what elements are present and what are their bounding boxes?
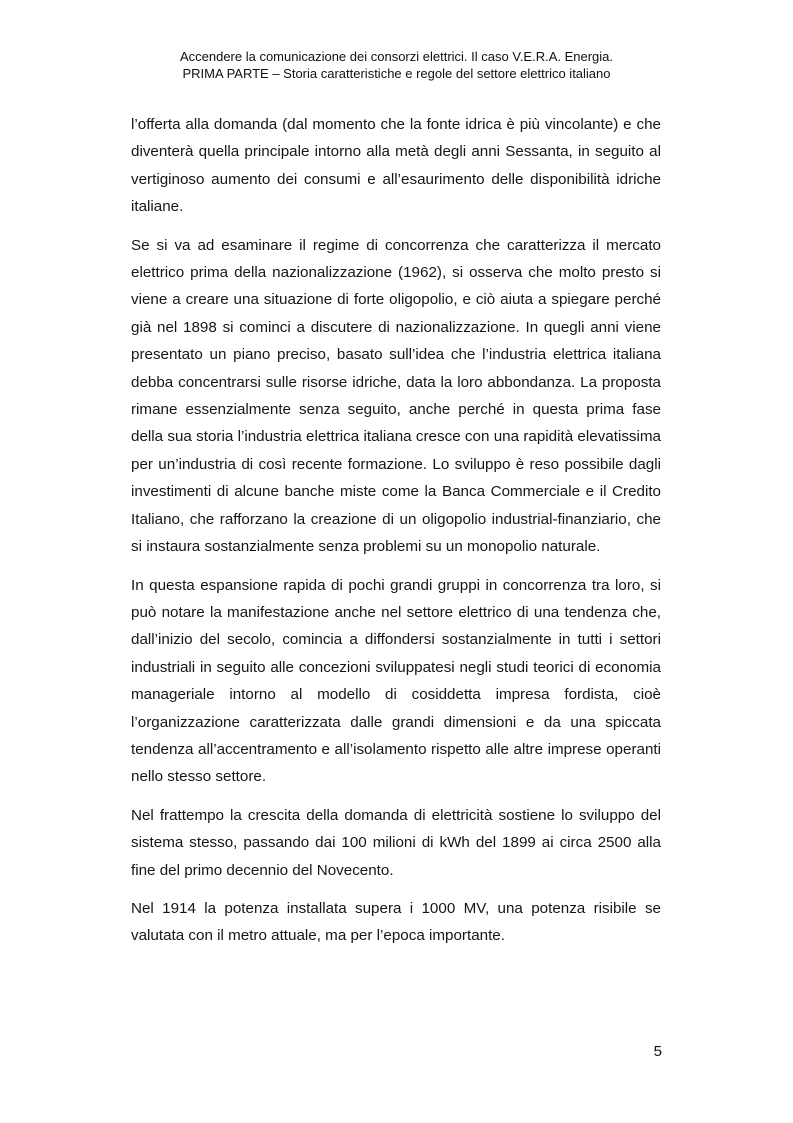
paragraph: In questa espansione rapida di pochi grandi gruppi in concorrenza tra loro, si può notare la manifestazione anche nel settore elettrico di una tendenza che, dall’inizio del secolo, comincia a diffondersi sostanzialmente in tutti i settori industriali in seguito alle concezioni sviluppatesi negli studi teorici di economia manageriale intorno al modello di cosiddetta impresa fordista, cioè l’organizzazione caratterizzata dalle grandi dimensioni e da una spiccata tendenza all’accentramento e all’isolamento rispetto alle altre imprese operanti nello stesso settore. <box>131 576 661 786</box>
running-header-line-1: Accendere la comunicazione dei consorzi elettrici. Il caso V.E.R.A. Energia. <box>179 49 614 64</box>
body-text <box>131 111 661 961</box>
page-number: 5 <box>653 1043 662 1060</box>
paragraph: Se si va ad esaminare il regime di concorrenza che caratterizza il mercato elettrico prima della nazionalizzazione (1962), si osserva che molto presto si viene a creare una situazione di forte oligopolio, e ciò aiuta a spiegare perché già nel 1898 si cominci a discutere di nazionalizzazione. In quegli anni viene presentato un piano preciso, basato sull’idea che l’industria elettrica italiana debba concentrarsi sulle risorse idriche, data la loro abbondanza. La proposta rimane essenzialmente senza seguito, anche perché in questa prima fase della sua storia l’industria elettrica italiana cresce con una rapidità elevatissima per un’industria di così recente formazione. Lo sviluppo è reso possibile dagli investimenti di alcune banche miste come la Banca Commerciale e il Credito Italiano, che rafforzano la creazione di un oligopolio industrial-finanziario, che si instaura sostanzialmente senza problemi su un monopolio naturale. <box>131 236 661 556</box>
running-header-line-2: PRIMA PARTE – Storia caratteristiche e regole del settore elettrico italiano <box>182 66 611 81</box>
running-header <box>0 48 793 82</box>
paragraph: Nel frattempo la crescita della domanda di elettricità sostiene lo sviluppo del sistema stesso, passando dai 100 milioni di kWh del 1899 ai circa 2500 alla fine del primo decennio del Novecento. <box>131 806 661 879</box>
paragraph: l’offerta alla domanda (dal momento che la fonte idrica è più vincolante) e che diventerà quella principale intorno alla metà degli anni Sessanta, in seguito al vertiginoso aumento dei consumi e all’esaurimento delle disponibilità idriche italiane. <box>131 116 661 216</box>
paragraph: Nel 1914 la potenza installata supera i 1000 MV, una potenza risibile se valutata con il metro attuale, ma per l’epoca importante. <box>131 899 661 945</box>
